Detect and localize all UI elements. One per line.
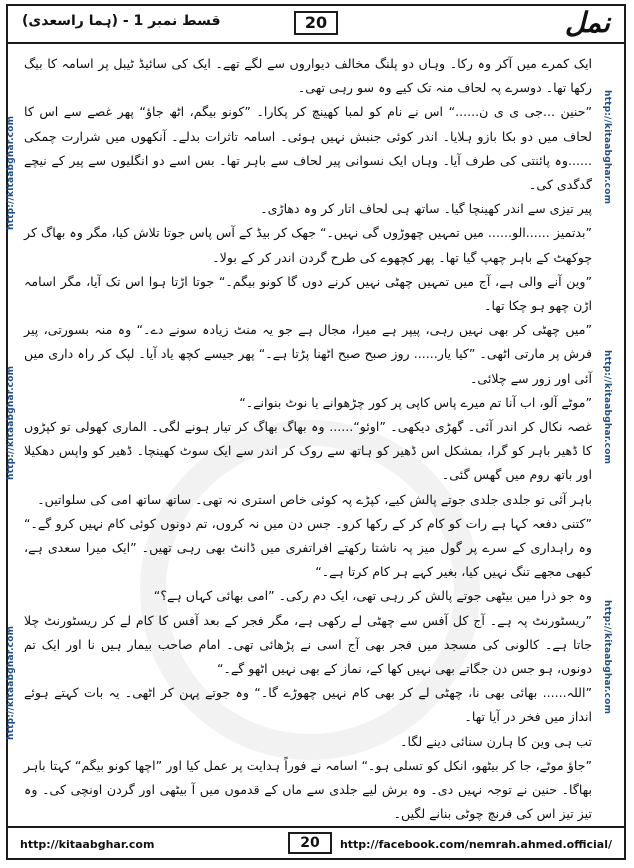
story-body: [24, 52, 592, 827]
paragraph: ”وین آنے والی ہے، آج میں تمہیں چھٹی نہیں کرنے دوں گا کونو بیگم۔“ جوتا اڑتا ہوا اس تک آیا، مگر اسامہ اڑن چھو ہو چکا تھا۔: [24, 273, 592, 314]
side-url-left[interactable]: http://kitaabghar.com: [6, 115, 16, 230]
footer-url-right[interactable]: http://facebook.com/nemrah.ahmed.official/: [339, 838, 612, 851]
header-divider: [8, 42, 624, 44]
paragraph: ”بدتمیز ......الو...... میں تمہیں چھوڑوں گی نہیں۔“ جھک کر بیڈ کے آس پاس جوتا تلاش کیا، مگر وہ بھاگ کر چوکھٹ کے باہر چھپ گیا تھا۔ پھر کچھوے کی طرح گردن اندر کر کے بولا۔: [24, 225, 592, 265]
episode-title: قسط نمبر 1 - (ہما راسعدی): [22, 13, 221, 29]
paragraph: ایک کمرے میں آکر وہ رکا۔ وہاں دو پلنگ مخالف دیواروں سے لگے تھے۔ ایک کی سائیڈ ٹیبل پر اسامہ کا بیگ رکھا تھا۔ دوسرے پہ لحاف منہ تک کیے وہ سو رہی تھی۔: [24, 56, 592, 96]
paragraph: ”اللہ...... بھائی بھی نا، چھٹی لے کر بھی کام نہیں چھوڑے گا۔“ وہ جوتے پہن کر اٹھی۔ یہ بات کہتے ہوئے انداز میں فخر در آیا تھا۔: [24, 685, 592, 725]
paragraph: ”حنین ...جی ی ی ن......“ اس نے نام کو لمبا کھینچ کر پکارا۔ ”کونو بیگم، اٹھ جاؤ“ پھر غصے سے اس کا لحاف میں دو بکا بازو ہلایا۔ اندر کوئی جنبش نہیں ہوئی۔ اسامہ تاثرات بدلے۔ آنکھوں میں شرارت چمکی ......وہ پائنتی کی طرف آیا۔ وہاں ایک نسوانی پیر لحاف سے باہر تھا۔ بس اسے دو انگلیوں سے پیر کے نیچے گدگدی کی۔: [24, 104, 592, 193]
paragraph: وہ جو ذرا میں بیٹھی جوتے پالش کر رہی تھی، ایک دم رکی۔ ”امی بھائی کہاں ہے؟“: [153, 588, 592, 604]
footer-url-left[interactable]: http://kitaabghar.com: [20, 838, 155, 851]
paragraph: تب ہی وین کا ہارن سنائی دینے لگا۔: [400, 733, 592, 749]
paragraph: پیر تیزی سے اندر کھینچا گیا۔ ساتھ ہی لحاف اتار کر وہ دھاڑی۔: [260, 201, 592, 217]
page-header: [8, 6, 624, 46]
header-page-number: 20: [294, 11, 338, 35]
paragraph: ”ریسٹورنٹ پہ ہے۔ آج کل آفس سے چھٹی لے رکھی ہے، مگر فجر کے بعد آفس کا کام لے کر ریسٹورنٹ چلا جاتا ہے۔ کالونی کی مسجد میں فجر بھی آج اسی نے پڑھائی تھی۔ امام صاحب بیمار ہیں نا اور ایک تم دونوں، ہو جس دن جگاتے بھی نہیں کھا کے، نماز کے بھی نہیں اٹھو گے۔“: [24, 612, 592, 677]
paragraph: باہر آئی تو جلدی جلدی جوتے پالش کیے، کپڑے پہ کوئی خاص استری نہ تھی۔ ساتھ ساتھ امی کی سلواتیں۔: [37, 491, 592, 507]
side-url-right[interactable]: http://kitaabghar.com: [602, 600, 612, 715]
paragraph: ”میں چھٹی کر بھی نہیں رہی، پیپر ہے میرا، مجال ہے جو یہ منٹ زیادہ سونے دے۔“ وہ منہ بسورتی، پیر فرش پر مارتی اٹھی۔ ”کیا یار...... روز صبح صبح اٹھنا پڑتا ہے۔“ پھر جیسے کچھ یاد آیا۔ لپک کر راہ داری میں آئی اور زور سے چلائی۔: [24, 322, 592, 386]
side-url-left[interactable]: http://kitaabghar.com: [6, 365, 16, 480]
magazine-logo: نمل: [564, 6, 610, 39]
paragraph: ”کتنی دفعہ کہا ہے رات کو کام کر کے رکھا کرو۔ جس دن میں نہ کروں، تم دونوں کوئی کام نہیں کرو گے۔“ وہ راہداری کے سرے پر گول میز پہ ناشتا رکھتے افراتفری میں ڈانٹ بھی رہی تھیں۔ ”ایک میرا سعدی ہے، کبھی مجھے تنگ نہیں کیا، بغیر کہے ہر کام کرتا ہے۔“: [24, 515, 592, 580]
paragraph: ”موٹے آلو، اب آنا تم میرے پاس کاپی پر کور چڑھوانے یا نوٹ بنوانے۔“: [239, 394, 592, 410]
footer-divider: [6, 826, 626, 828]
paragraph: ”جاؤ موٹے، جا کر بیٹھو، انکل کو تسلی ہو۔“ اسامہ نے فوراً ہدایت پر عمل کیا اور ”اچھا کونو بیگم“ کہتا باہر بھاگا۔ حنین نے توجہ نہیں دی۔ وہ برش لیے جلدی سے ماں کے قدموں میں آ بیٹھی اور گردن اونچی کی۔ وہ تیز تیز اس کی فرنچ چوٹی بنانے لگیں۔: [24, 757, 592, 822]
page-footer: [6, 826, 626, 860]
side-url-left[interactable]: http://kitaabghar.com: [6, 625, 16, 740]
side-url-right[interactable]: http://kitaabghar.com: [602, 90, 612, 205]
paragraph: غصہ نکال کر اندر آئی۔ گھڑی دیکھی۔ ”اوئو“...... وہ بھاگ بھاگ کر تیار ہونے لگی۔ الماری کھولی تو کپڑوں کا ڈھیر باہر کو گرا، بمشکل اس ڈھیر کو ہاتھ سے روک کر اندر سے ایک سوٹ کھینچا۔ ڈھیر کو واپس دھکیلا اور باتھ روم میں گھس گئی۔: [24, 419, 592, 483]
side-url-right[interactable]: http://kitaabghar.com: [602, 350, 612, 465]
footer-page-number: 20: [288, 832, 332, 854]
